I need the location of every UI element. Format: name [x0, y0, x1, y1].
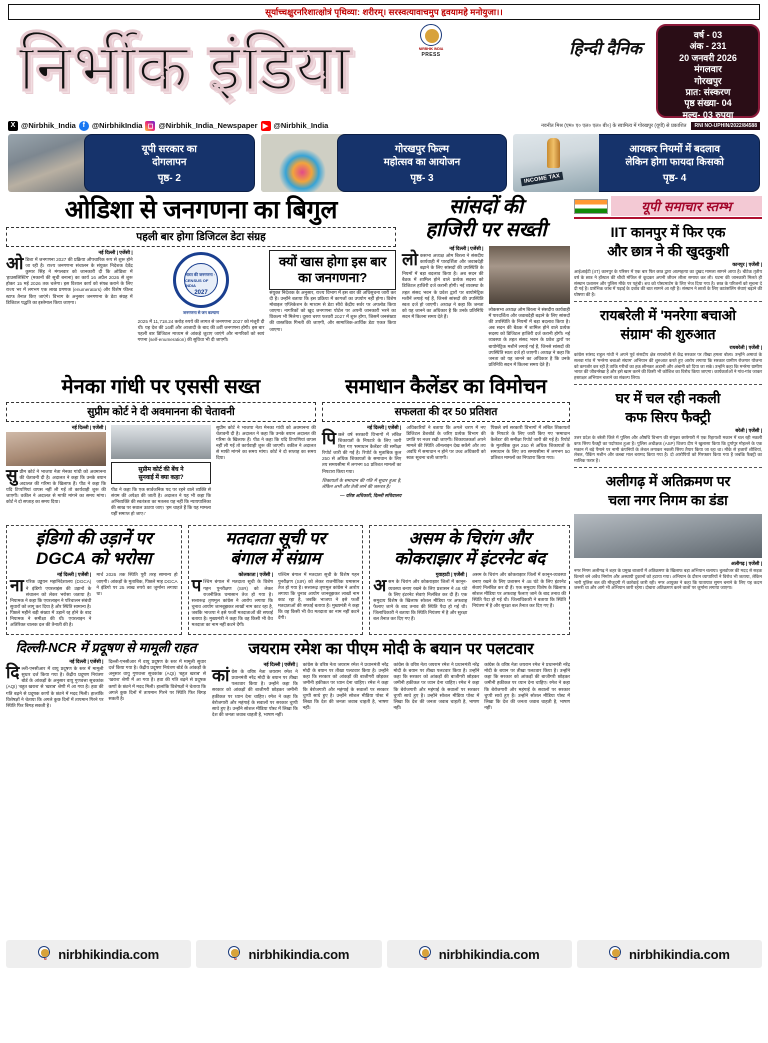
census-seal-icon [173, 252, 229, 308]
youtube-handle[interactable]: @Nirbhik_India [273, 121, 329, 130]
info-day: मंगलवार [694, 64, 722, 75]
teaser-1-line1: यूपी सरकार का [141, 143, 197, 155]
up-story-4-byline: अलीगढ़ | एजेंसी | [731, 561, 762, 567]
instagram-handle[interactable]: @Nirbhik_India_Newspaper [158, 121, 258, 130]
lead-box-title-1: क्यों खास होगा इस बार [279, 254, 387, 269]
up-story-1-byline: कानपुर | एजेंसी | [732, 263, 762, 268]
up-column-banner [574, 196, 762, 219]
press-logo-band: NIRBHIK INDIA [418, 47, 444, 51]
masthead [8, 22, 760, 118]
rni-number: RNI NO-UPHIN/2022/84588 [691, 122, 760, 130]
teaser-2-line2: महोत्सव का आयोजन [383, 156, 461, 168]
calendar-body: पिछले वर्ष सरकारी विभागों में लंबित शिकायतों के निपटारे के लिए जारी किए गए 'समाधान कैलेंडर' की समीक्षा रिपोर्ट जारी की गई है। रिपोर्ट के मुताबिक कुल 250 से अधिक शिकायतों के समाधान के लिए तय समयसीमा में लगभग 50 प्रतिशत मामलों का निपटारा किया गया। [322, 428, 402, 474]
parliament-body: लोकसभा अध्यक्ष ओम बिरला ने संसदीय कार्यवाही में पारदर्शिता और जवाबदेही बढ़ाने के लिए सांसदों की उपस्थिति के नियमों में बड़ा बदलाव किया है। अब सदन की बैठक में शामिल होने वाले प्रत्येक सदस्य को डिजिटल हाजिरी दर्ज करानी होगी। नई व्यवस्था के तहत संसद भवन के प्रवेश द्वारों पर बायोमेट्रिक मशीनें लगाई गई हैं, जिनसे सांसदों की उपस्थिति स्वतः दर्ज हो जाएगी। अध्यक्ष ने कहा कि जनता को यह जानने का अधिकार है कि उनके प्रतिनिधि सदन में कितना समय देते हैं। [402, 250, 484, 319]
maneka-body-extra: सुप्रीम कोर्ट ने भाजपा नेता मेनका गांधी को अवमानना की चेतावनी दी है। अदालत ने कहा कि उनके बयान अदालत की गरिमा के खिलाफ हैं। पीठ ने कहा कि यदि टिप्पणियां वापस नहीं ली गईं तो कार्यवाही शुरू की जाएगी। वकील ने अदालत से माफी मांगने का समय मांगा। कोर्ट ने दो सप्ताह का समय दिया। [216, 424, 316, 461]
indigo-col-1 [10, 572, 91, 631]
lead-subhead: पहली बार होगा डिजिटल डेटा संग्रह [6, 227, 396, 247]
masthead-left [8, 22, 652, 118]
jairam-headline: जयराम रमेश का पीएम मोदी के बयान पर पलटवार [248, 641, 534, 659]
up-story-1-headline-l1: IIT कानपुर में फिर एक [610, 224, 726, 240]
x-handle[interactable]: @Nirbhik_India [21, 121, 76, 130]
calendar-body-3: पिछले वर्ष सरकारी विभागों में लंबित शिकायतों के निपटारे के लिए जारी किए गए 'समाधान कैलेंडर' की समीक्षा रिपोर्ट जारी की गई है। रिपोर्ट के मुताबिक कुल 250 से अधिक शिकायतों के समाधान के लिए तय समयसीमा में लगभग 50 प्रतिशत मामलों का निपटारा किया गया। [490, 424, 570, 461]
facebook-icon[interactable]: f [79, 121, 89, 131]
maneka-inset-title-2: सुनवाई में क्या कहा? [138, 474, 184, 481]
teaser-3-line1: आयकर नियमों में बदलाव [629, 143, 720, 155]
x-twitter-icon[interactable]: X [8, 121, 18, 131]
footer-logo-icon-2: NI [228, 946, 242, 962]
parliament-headline-l2: हाजिरी पर सख्ती [425, 219, 547, 241]
masthead-info-box [656, 24, 760, 118]
instagram-icon[interactable]: ◻ [145, 121, 155, 131]
footer-url-3[interactable]: nirbhikindia.com [438, 946, 540, 962]
up-story-3[interactable] [574, 388, 762, 464]
maneka-col-1 [6, 425, 106, 520]
teaser-2-image [261, 134, 347, 192]
delhi-col-2 [109, 659, 207, 712]
divider-2 [574, 384, 762, 385]
press-logo-label: PRESS [421, 52, 441, 58]
up-news-column [574, 196, 762, 938]
voter-col-2 [278, 572, 359, 631]
india-flag-icon [574, 199, 608, 214]
up-story-1-body: आईआईटी (IIT) कानपुर के परिसर में एक बार फिर छात्र द्वारा आत्महत्या का दुखद मामला सामने आया है। बीटेक तृतीय वर्ष के छात्र ने हॉस्टल की चौथी मंजिल से कूदकर अपनी जीवन लीला समाप्त कर ली। घटना की जानकारी मिलते ही संस्थान प्रशासन और पुलिस मौके पर पहुंची। शव को पोस्टमार्टम के लिए भेज दिया गया है। छात्र के परिजनों को सूचना दे दी गई है। प्रारंभिक जांच में पढ़ाई के दबाव की बात सामने आ रही है। संस्थान ने छात्रों के लिए काउंसलिंग सेवाएं बढ़ाने की घोषणा की है। [574, 269, 762, 298]
indigo-headline-l2: DGCA को भरोसा [36, 549, 152, 569]
info-issue: अंक - 231 [689, 41, 727, 52]
footer-url-4[interactable]: nirbhikindia.com [628, 946, 730, 962]
info-price: मूल्य- 03 रुपया [682, 109, 734, 120]
delhi-body: दिल्ली-एनसीआर में वायु प्रदूषण के स्तर में मामूली सुधार दर्ज किया गया है। केंद्रीय प्रदूषण नियंत्रण बोर्ड के आंकड़ों के अनुसार वायु गुणवत्ता सूचकांक (AQI) 'बहुत खराब' से 'खराब' श्रेणी में आ गया है। हवा की गति बढ़ने से प्रदूषक कणों के छंटने में मदद मिली। हालांकि विशेषज्ञों ने चेताया कि अगले कुछ दिनों में तापमान गिरने पर स्थिति फिर बिगड़ सकती है। [6, 663, 104, 708]
parliament-body-2: लोकसभा अध्यक्ष ओम बिरला ने संसदीय कार्यवाही में पारदर्शिता और जवाबदेही बढ़ाने के लिए सांसदों की उपस्थिति के नियमों में बड़ा बदलाव किया है। अब सदन की बैठक में शामिल होने वाले प्रत्येक सदस्य को डिजिटल हाजिरी दर्ज करानी होगी। नई व्यवस्था के तहत संसद भवन के प्रवेश द्वारों पर बायोमेट्रिक मशीनें लगाई गई हैं, जिनसे सांसदों की उपस्थिति स्वतः दर्ज हो जाएगी। अध्यक्ष ने कहा कि जनता को यह जानने का अधिकार है कि उनके प्रतिनिधि सदन में कितना समय देते हैं। [488, 307, 570, 367]
maneka-photo [6, 432, 106, 466]
jairam-col-1 [212, 662, 298, 721]
maneka-headline: मेनका गांधी पर एससी सख्त [61, 375, 261, 398]
jairam-byline: नई दिल्ली | एजेंसी | [263, 663, 298, 669]
facebook-handle[interactable]: @NirbhikIndia [91, 121, 143, 130]
info-pages: पृष्ठ संख्या- 04 [684, 98, 732, 109]
lead-inset-box [269, 250, 396, 290]
footer-cell-4[interactable] [577, 940, 762, 968]
footer-cell-3[interactable] [387, 940, 572, 968]
teaser-1-box[interactable] [84, 134, 255, 192]
teaser-1-image [8, 134, 94, 192]
voter-headline-l1: मतदाता सूची पर [225, 529, 326, 549]
voter-story[interactable] [188, 525, 364, 635]
jairam-body-3: कांग्रेस के वरिष्ठ नेता जयराम रमेश ने प्रधानमंत्री नरेंद्र मोदी के बयान पर तीखा पलटवार किया है। उन्होंने कहा कि सरकार को आंकड़ों की बाजीगरी छोड़कर जमीनी हकीकत पर ध्यान देना चाहिए। रमेश ने कहा कि बेरोजगारी और महंगाई के सवालों पर सरकार चुप्पी साधे हुए है। उन्होंने सोशल मीडिया पोस्ट में लिखा कि देश की जनता जवाब चाहती है, भाषण नहीं। [393, 662, 480, 710]
shloka-text: सूर्याच्चक्षुरनरिशात्क्षोत्रं पृथिव्या: शरीरम्। सरस्वत्यावाचमुप हृवयामहे मनोयुजा।। [265, 6, 503, 17]
lead-box-body: संयुक्त निदेशक के अनुसार, राज्य विभाग में इस बार की अधिसूचना जारी कर दी है। उन्होंने बताया कि इस प्रक्रिया में कागजों का उपयोग नहीं होगा। विशेष मोबाइल एप्लिकेशन के माध्यम से डेटा सीधे केंद्रीय सर्वर पर अपलोड किया जाएगा। नागरिकों को खुद जनगणना पोर्टल पर अपनी जानकारी भरने का विकल्प भी मिलेगा। दूसरा चरण फरवरी 2027 में शुरू होगा, जिसमें जनसंख्या की वास्तविक गिनती की जाएगी, और सामाजिक-आर्थिक डेटा एकत्र किया जाएगा। [269, 290, 397, 332]
parliament-byline: नई दिल्ली | एजेंसी | [449, 247, 484, 252]
lead-headline: ओडिशा से जनगणना का बिगुल [64, 196, 338, 224]
calendar-col-3 [491, 425, 570, 502]
jairam-col-3 [394, 662, 480, 721]
lead-body-1: ओडिशा में जनगणना 2027 की प्रक्रिया औपचारिक रूप से शुरू होने जा रही है। राज्य जनगणना संचालन के संयुक्त निदेशक देवेंद्र कुमार सिंह ने मंगलवार को जानकारी दी कि ओडिशा में 'हाउसलिस्टिंग' (मकानों की सूची बनाना) का कार्य 16 अप्रैल 2026 से शुरू होकर 15 मई 2026 तक चलेगा। इस विशाल कार्य को संपन्न कराने के लिए राज्य भर में लगभग एक लाख प्रगणक (enumerators) और विशेष फील्ड स्टाफ तैनात किए जाएंगे। विभाग के अनुसार जनगणना के डेटा संग्रह में डिजिटल पद्धति का इस्तेमाल किया जाएगा। [6, 254, 133, 305]
indigo-byline: नई दिल्ली | एजेंसी | [57, 573, 92, 579]
three-story-row [6, 525, 570, 635]
teaser-3-line2: लेकिन होगा फायदा किसको [625, 156, 724, 168]
lead-body-2: 2025 में 11,718.24 करोड़ रुपये की लागत से जनगणना 2027 को मंजूरी दी थी। यह देश की 16वीं और आजादी के बाद की 8वीं जनगणना होगी। इस बार पहली बार डिजिटल माध्यम से आंकड़े जुटाए जाएंगे और नागरिकों को स्वयं गणना (self-enumeration) की सुविधा भी दी जाएगी। [137, 319, 265, 343]
info-edition: प्रात: संस्करण [685, 87, 731, 98]
divider-3 [574, 467, 762, 468]
assam-body-2: असम के चिरांग और कोकराझार जिलों में कानून-व्यवस्था बनाए रखने के लिए प्रशासन ने 48 घंटे के लिए इंटरनेट सेवाएं निलंबित कर दी हैं। एक समुदाय विशेष के खिलाफ सोशल मीडिया पर अफवाह फैलाए जाने के बाद तनाव की स्थिति पैदा हो गई थी। जिलाधिकारी ने बताया कि स्थिति नियंत्रण में है और सुरक्षा बल तैनात कर दिए गए हैं। [472, 572, 567, 608]
lead-byline: नई दिल्ली | एजेंसी | [98, 251, 133, 256]
up-story-3-headline-l2: कफ सिरप फैक्ट्री [625, 408, 711, 425]
publisher-line: नवनीत मिश्र (एम० ए० एल० एल० बी०) के स्वामित्व में गोरखपुर (यूपी) से प्रकाशित [541, 122, 687, 129]
info-date: 20 जनवरी 2026 [679, 52, 737, 63]
voter-col-1 [192, 572, 273, 631]
calendar-byline: नई दिल्ली | एजेंसी | [367, 425, 402, 431]
up-story-4-headline-l1: अलीगढ़ में अतिक्रमण पर [605, 472, 731, 489]
info-year: वर्ष - 03 [693, 30, 723, 40]
up-story-4-body: नगर निगम अलीगढ़ ने शहर के प्रमुख बाजारों में अतिक्रमण के खिलाफ बड़ा अभियान चलाया। बुलडोजर की मदद से सड़क किनारे बने अवैध निर्माण और अस्थायी दुकानों को हटाया गया। अभियान के दौरान व्यापारियों ने विरोध भी जताया, लेकिन भारी पुलिस बल की मौजूदगी में कार्रवाई जारी रही। नगर आयुक्त ने कहा कि यातायात सुगम बनाने के लिए यह कदम जरूरी था और आगे भी अभियान जारी रहेगा। दोबारा अतिक्रमण करने वालों पर जुर्माना लगाया जाएगा। [574, 567, 762, 591]
footer-cell-2[interactable] [196, 940, 381, 968]
jairam-col-4 [484, 662, 570, 721]
press-logo-icon [420, 24, 442, 46]
up-story-2-body: कांग्रेस सांसद राहुल गांधी ने अपने पूर्व संसदीय क्षेत्र रायबरेली से केंद्र सरकार पर तीखा हमला बोला। उन्होंने अमावां के सलवा गांव में 'मनरेगा बचाओ संग्राम' अभियान की शुरुआत करते हुए आरोप लगाया कि सरकार ग्रामीण रोजगार योजना को कमजोर कर रही है ताकि गरीबों का हक छीनकर अडानी और अंबानी को दिया जा सके। उन्होंने कहा कि मनरेगा ग्रामीण भारत की जीवनरेखा है और इसे खत्म करने की किसी भी कोशिश का विरोध किया जाएगा। कार्यकर्ताओं ने गांव-गांव जाकर हस्ताक्षर अभियान चलाने का संकल्प लिया। [574, 351, 762, 381]
maneka-inset-title-1: सुप्रीम कोर्ट की बेंच ने [138, 466, 184, 473]
info-city: गोरखपुर [694, 75, 722, 86]
maneka-byline: नई दिल्ली | एजेंसी | [71, 425, 106, 431]
parliament-col-2 [489, 246, 571, 371]
lead-story[interactable] [6, 196, 396, 371]
up-story-2[interactable] [574, 305, 762, 381]
newspaper-title: निर्भीक इंडिया [18, 30, 352, 104]
up-story-3-headline-l1: घर में चल रही नकली [615, 389, 721, 406]
footer-cell-1[interactable] [6, 940, 191, 968]
lead-col-3 [269, 250, 396, 346]
voter-body-2: पश्चिम बंगाल में मतदाता सूची के विशेष गहन पुनरीक्षण (SIR) को लेकर राजनीतिक घमासान तेज हो गया है। सत्तारूढ़ तृणमूल कांग्रेस ने आरोप लगाया कि चुनाव आयोग जानबूझकर लाखों नाम काट रहा है, जबकि भाजपा ने इसे फर्जी मतदाताओं की सफाई बताया है। मुख्यमंत्री ने कहा कि वह किसी भी वैध मतदाता का नाम नहीं कटने देंगी। [277, 572, 360, 621]
up-story-1[interactable] [574, 222, 762, 298]
assam-headline-l1: असम के चिरांग और [408, 529, 531, 549]
teaser-2-box[interactable] [337, 134, 508, 192]
sanskrit-shloka-bar [8, 4, 760, 20]
lead-col-1 [6, 250, 133, 346]
up-story-1-headline-l2: और छात्र ने की खुदकुशी [607, 243, 729, 259]
delhi-body-2: दिल्ली-एनसीआर में वायु प्रदूषण के स्तर में मामूली सुधार दर्ज किया गया है। केंद्रीय प्रदूषण नियंत्रण बोर्ड के आंकड़ों के अनुसार वायु गुणवत्ता सूचकांक (AQI) 'बहुत खराब' से 'खराब' श्रेणी में आ गया है। हवा की गति बढ़ने से प्रदूषक कणों के छंटने में मदद मिली। हालांकि विशेषज्ञों ने चेताया कि अगले कुछ दिनों में तापमान गिरने पर स्थिति फिर बिगड़ सकती है। [108, 659, 206, 701]
assam-byline: गुवाहाटी | एजेंसी | [435, 573, 468, 579]
indigo-story[interactable] [6, 525, 182, 635]
teaser-1-page: पृष्ठ- 2 [157, 172, 181, 184]
parliament-photo [489, 246, 571, 304]
supreme-court-photo [111, 425, 211, 459]
press-logo [413, 24, 449, 58]
up-column-title: यूपी समाचार स्तम्भ [611, 196, 762, 216]
teaser-row [8, 134, 760, 192]
indigo-body: नागरिक उड्डयन महानिदेशालय (DGCA) ने इंडिगो एयरलाइंस की उड़ानों के संचालन को लेकर भरोसा जताया है। नियामक ने कहा कि एयरलाइन ने परिचालन संबंधी सुधारों को लागू कर दिया है और स्थिति सामान्य है। पिछले महीने बड़ी संख्या में उड़ानें रद्द होने के बाद नियामक ने समीक्षा की थी। एयरलाइन ने अतिरिक्त चालक दल की तैनाती की है। [10, 576, 92, 628]
youtube-icon[interactable]: ▶ [261, 121, 271, 131]
delhi-byline: नई दिल्ली | एजेंसी | [69, 660, 104, 666]
calendar-story[interactable] [322, 376, 570, 520]
indigo-body-2: मार्च 2026 तक स्थिति पूरी तरह सामान्य हो जाएगी। आंकड़ों के मुताबिक, पिछले माह DGCA ने इंडिगो पर 25 लाख रुपये का जुर्माना लगाया था। [96, 572, 178, 596]
footer-logo-icon-4: NI [609, 946, 623, 962]
lead-box-title-2: का जनगणना? [298, 270, 368, 285]
calendar-body-2: अधिकारियों ने बताया कि अगले चरण में नए डिजिटल डैशबोर्ड के जरिए प्रत्येक विभाग की प्रगति पर नजर रखी जाएगी। शिकायतकर्ता अपने मामले की स्थिति ऑनलाइन देख सकेंगे और तय अवधि में समाधान न होने पर उच्च अधिकारी को स्वतः सूचना चली जाएगी। [406, 424, 486, 461]
hindi-daily-label: हिन्दी दैनिक [569, 39, 642, 58]
calendar-subhead: सफलता की दर 50 प्रतिशत [322, 402, 570, 422]
up-story-3-body: उत्तर प्रदेश के बरेली जिले में पुलिस और औषधि विभाग की संयुक्त छापेमारी में एक रिहायशी मकान में चल रही नकली कफ सिरप फैक्ट्री का पर्दाफाश हुआ है। पुलिस अधीक्षक (ASP) विजय दीप ने खुलासा किया कि दुर्गापुर मोहल्ले के एक मकान में बड़े पैमाने पर नामी कंपनियों के लेबल लगाकर नकली सिरप तैयार किया जा रहा था। मौके से हजारों शीशियां, लेबल, पैकिंग मशीन और कच्चा माल बरामद किया गया है। दो आरोपियों को गिरफ्तार किया गया है जबकि फैक्ट्री का मालिक फरार है। [574, 434, 762, 464]
teaser-3-box[interactable] [589, 134, 760, 192]
voter-body: पश्चिम बंगाल में मतदाता सूची के विशेष गहन पुनरीक्षण (SIR) को लेकर राजनीतिक घमासान तेज हो गया है। सत्तारूढ़ तृणमूल कांग्रेस ने आरोप लगाया कि चुनाव आयोग जानबूझकर लाखों नाम काट रहा है, जबकि भाजपा ने इसे फर्जी मतदाताओं की सफाई बताया है। मुख्यमंत्री ने कहा कि वह किसी भी वैध मतदाता का नाम नहीं कटने देंगी। [191, 576, 273, 628]
maneka-story[interactable] [6, 376, 316, 520]
calendar-quote: शिकायतों के समाधान की गति में सुधार हुआ है, लेकिन अभी और तेजी लाने की जरूरत है। [322, 477, 402, 489]
teaser-1-line2: दोगलापन [152, 156, 187, 168]
jairam-story[interactable] [212, 640, 570, 721]
social-media-bar [8, 119, 760, 132]
teaser-2-page: पृष्ठ- 3 [410, 172, 434, 184]
footer-url-1[interactable]: nirbhikindia.com [58, 946, 160, 962]
up-story-2-headline-l1: रायबरेली में 'मनरेगा बचाओ [600, 306, 736, 323]
teaser-3-page: पृष्ठ- 4 [663, 172, 687, 184]
main-column [6, 196, 570, 938]
up-story-4-headline-l2: चला नगर निगम का डंडा [608, 491, 728, 508]
assam-col-1 [373, 572, 467, 625]
maneka-col-3 [216, 425, 316, 520]
census-seal-caption: जनगणना से जन कल्याण [183, 310, 219, 315]
up-story-3-byline: बरेली | एजेंसी | [735, 428, 762, 434]
maneka-col-2 [111, 425, 211, 520]
maneka-body: सुप्रीम कोर्ट ने भाजपा नेता मेनका गांधी को अवमानना की चेतावनी दी है। अदालत ने कहा कि उनके बयान अदालत की गरिमा के खिलाफ हैं। पीठ ने कहा कि यदि टिप्पणियां वापस नहीं ली गईं तो कार्यवाही शुरू की जाएगी। वकील ने अदालत से माफी मांगने का समय मांगा। कोर्ट ने दो सप्ताह का समय दिया। [6, 465, 106, 505]
parliament-story[interactable] [402, 196, 570, 371]
teaser-3-image [513, 134, 599, 192]
assam-col-2 [472, 572, 566, 625]
maneka-subhead: सुप्रीम कोर्ट ने दी अवमानना की चेतावनी [6, 402, 316, 422]
teaser-2[interactable] [261, 134, 508, 192]
teaser-1[interactable] [8, 134, 255, 192]
up-story-4[interactable] [574, 471, 762, 591]
census-seal-inner: भारत की जनगणना · CENSUS OF INDIA [184, 263, 218, 297]
assam-headline-l2: कोकराझार में इंटरनेट बंद [394, 549, 546, 569]
up-story-2-headline-l2: संग्राम' की शुरुआत [620, 325, 716, 342]
census-seal-year: 2027 [194, 290, 208, 296]
maneka-inset [111, 462, 211, 484]
voter-byline: कोलकाता | एजेंसी | [238, 573, 273, 579]
delhi-headline: दिल्ली-NCR में प्रदूषण से मामूली राहत [15, 640, 197, 656]
jairam-body-2: कांग्रेस के वरिष्ठ नेता जयराम रमेश ने प्रधानमंत्री नरेंद्र मोदी के बयान पर तीखा पलटवार किया है। उन्होंने कहा कि सरकार को आंकड़ों की बाजीगरी छोड़कर जमीनी हकीकत पर ध्यान देना चाहिए। रमेश ने कहा कि बेरोजगारी और महंगाई के सवालों पर सरकार चुप्पी साधे हुए है। उन्होंने सोशल मीडिया पोस्ट में लिखा कि देश की जनता जवाब चाहती है, भाषण नहीं। [302, 662, 389, 710]
calendar-headline: समाधान कैलेंडर का विमोचन [345, 375, 547, 398]
footer-row [6, 940, 762, 968]
delhi-story[interactable] [6, 640, 206, 721]
voter-headline-l2: बंगाल में संग्राम [230, 549, 321, 569]
lead-col-2 [138, 250, 265, 346]
main-content-grid [6, 196, 762, 938]
calendar-quote-author: — वरिष्ठ अधिकारी, दिल्ली सचिवालय [339, 492, 402, 498]
teaser-3[interactable] [513, 134, 760, 192]
delhi-col-1 [6, 659, 104, 712]
divider-1 [574, 301, 762, 302]
bottom-story-row [6, 640, 570, 721]
footer-url-2[interactable]: nirbhikindia.com [248, 946, 350, 962]
parliament-headline-l1: सांसदों की [448, 196, 524, 218]
jairam-body-4: कांग्रेस के वरिष्ठ नेता जयराम रमेश ने प्रधानमंत्री नरेंद्र मोदी के बयान पर तीखा पलटवार किया है। उन्होंने कहा कि सरकार को आंकड़ों की बाजीगरी छोड़कर जमीनी हकीकत पर ध्यान देना चाहिए। रमेश ने कहा कि बेरोजगारी और महंगाई के सवालों पर सरकार चुप्पी साधे हुए है। उन्होंने सोशल मीडिया पोस्ट में लिखा कि देश की जनता जवाब चाहती है, भाषण नहीं। [484, 662, 570, 710]
calendar-col-2 [406, 425, 485, 502]
indigo-col-2 [96, 572, 177, 631]
teaser-2-line1: गोरखपुर फिल्म [394, 143, 450, 155]
maneka-inset-body: पीठ ने कहा कि एक सार्वजनिक पद पर रहने वाले व्यक्ति से संयम की अपेक्षा की जाती है। अदालत ने यह भी कहा कि अभिव्यक्ति की स्वतंत्रता का मतलब यह नहीं कि न्यायपालिका की साख पर सवाल उठाया जाए। 'हम चाहते हैं कि यह मामला यहीं समाप्त हो जाए।' [111, 486, 211, 517]
assam-body: असम के चिरांग और कोकराझार जिलों में कानून-व्यवस्था बनाए रखने के लिए प्रशासन ने 48 घंटे के लिए इंटरनेट सेवाएं निलंबित कर दी हैं। एक समुदाय विशेष के खिलाफ सोशल मीडिया पर अफवाह फैलाए जाने के बाद तनाव की स्थिति पैदा हो गई थी। जिलाधिकारी ने बताया कि स्थिति नियंत्रण में है और सुरक्षा बल तैनात कर दिए गए हैं। [373, 576, 468, 621]
footer-logo-icon-3: NI [419, 946, 433, 962]
assam-story[interactable] [369, 525, 570, 635]
up-story-4-photo [574, 514, 762, 558]
jairam-body: कांग्रेस के वरिष्ठ नेता जयराम रमेश ने प्रधानमंत्री नरेंद्र मोदी के बयान पर तीखा पलटवार किया है। उन्होंने कहा कि सरकार को आंकड़ों की बाजीगरी छोड़कर जमीनी हकीकत पर ध्यान देना चाहिए। रमेश ने कहा कि बेरोजगारी और महंगाई के सवालों पर सरकार चुप्पी साधे हुए है। उन्होंने सोशल मीडिया पोस्ट में लिखा कि देश की जनता जवाब चाहती है, भाषण नहीं। [212, 666, 298, 717]
parliament-col-1 [402, 246, 484, 371]
indigo-headline-l1: इंडिगो की उड़ानें पर [35, 529, 152, 549]
footer-logo-icon-1: NI [38, 946, 52, 962]
calendar-col-1 [322, 425, 401, 502]
jairam-col-2 [303, 662, 389, 721]
up-story-2-byline: रायबरेली | एजेंसी | [729, 345, 762, 351]
